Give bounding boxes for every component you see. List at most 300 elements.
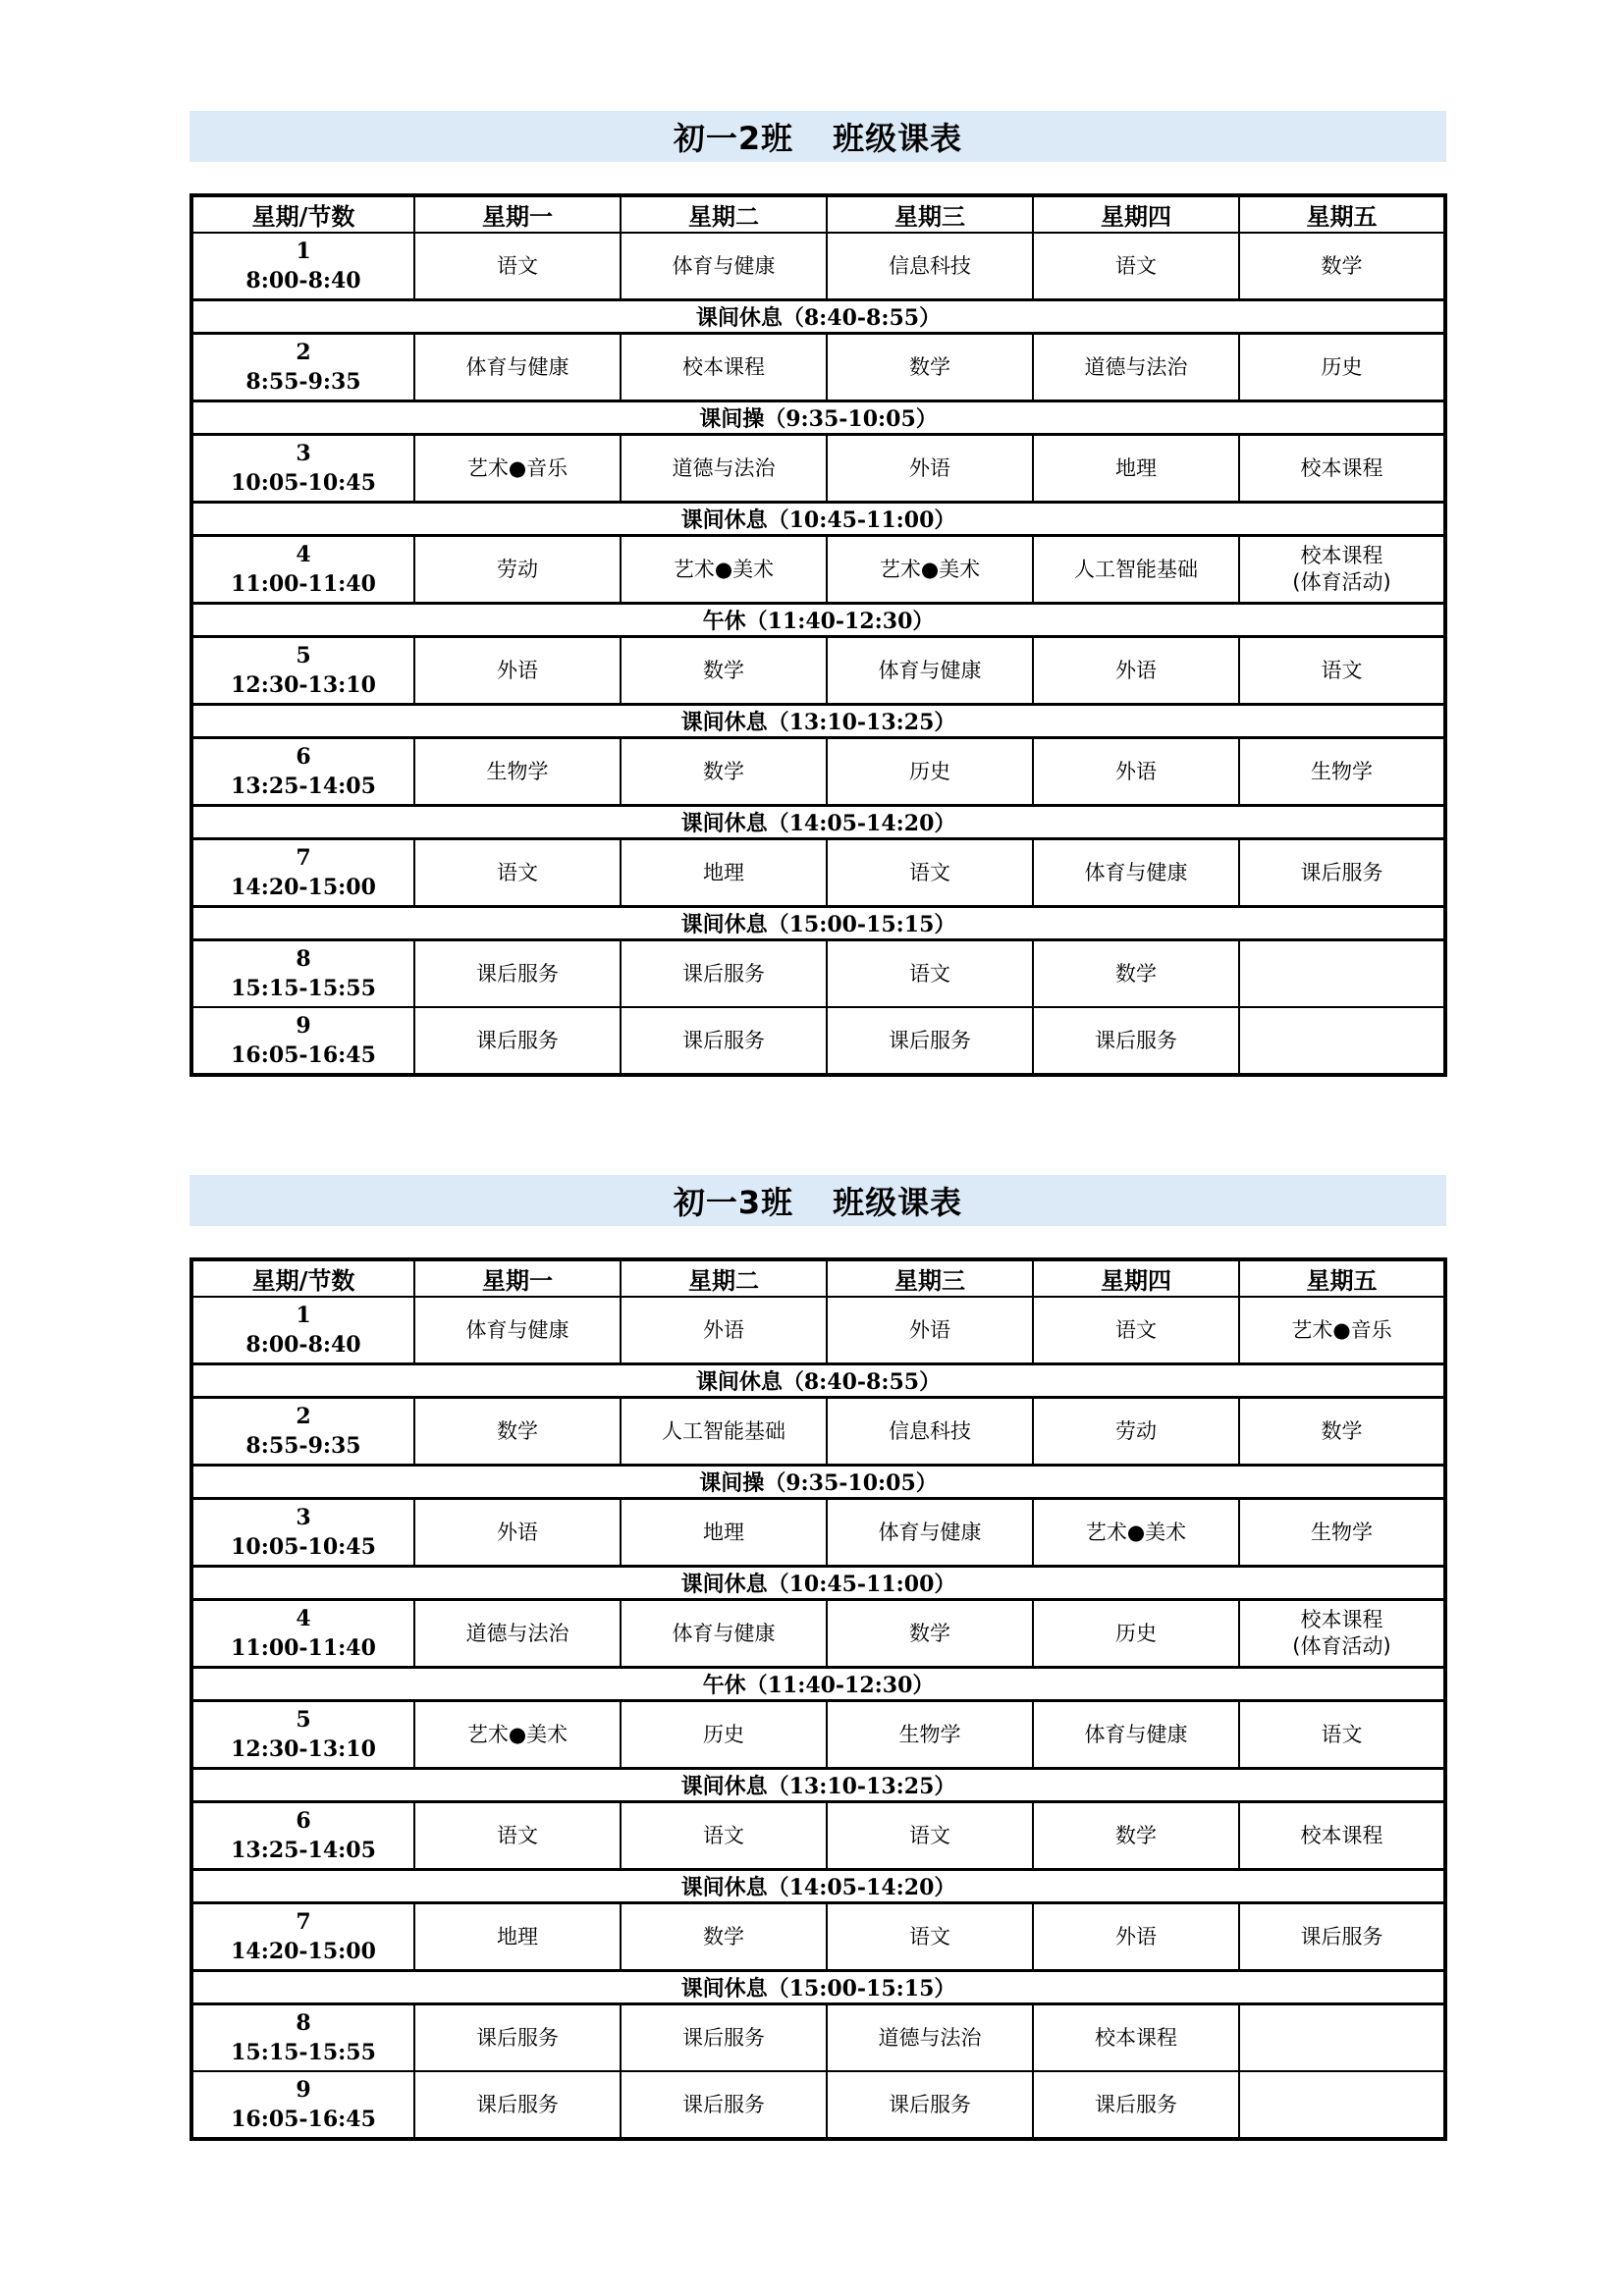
subject-name: 语文 <box>497 253 538 278</box>
header-cell-monday: 星期一 <box>414 195 621 233</box>
break-label: 课间休息（14:05-14:20） <box>191 1870 1445 1903</box>
break-row <box>191 1769 1445 1802</box>
period-time: 11:00-11:40 <box>231 571 376 597</box>
subject-name: 课后服务 <box>1300 1924 1383 1949</box>
period-row <box>191 334 1445 401</box>
subject-name: 道德与法治 <box>672 455 776 480</box>
timetable-grid <box>189 1257 1447 2141</box>
break-row <box>191 705 1445 738</box>
period-number: 9 <box>296 1013 311 1039</box>
subject-cell-monday <box>414 334 621 401</box>
period-number: 8 <box>296 2010 311 2036</box>
subject-cell-wednesday <box>827 2004 1033 2072</box>
period-cell <box>191 334 414 401</box>
subject-cell-tuesday <box>621 1701 827 1769</box>
subject-name: 数学 <box>703 1924 744 1949</box>
period-time: 13:25-14:05 <box>231 1838 376 1863</box>
period-row <box>191 1600 1445 1668</box>
period-row <box>191 233 1445 300</box>
timetable-block-class-3 <box>189 1175 1446 2141</box>
subject-cell-monday <box>414 1903 621 1971</box>
subject-name: 语文 <box>1115 1317 1157 1342</box>
subject-cell-monday <box>414 940 621 1008</box>
period-row <box>191 1701 1445 1769</box>
subject-name: 道德与法治 <box>465 1621 569 1645</box>
subject-name: 体育与健康 <box>465 354 569 379</box>
period-number: 6 <box>296 744 311 770</box>
subject-cell-wednesday <box>827 435 1033 503</box>
subject-name: 课后服务 <box>476 2092 559 2116</box>
break-row <box>191 1971 1445 2004</box>
subject-name: 劳动 <box>497 557 538 581</box>
subject-name: 体育与健康 <box>878 1520 982 1544</box>
subject-name: 校本课程 <box>1300 455 1383 480</box>
subject-name: 生物学 <box>486 759 549 783</box>
subject-name: 语文 <box>497 1823 538 1847</box>
subject-cell-friday <box>1239 738 1445 806</box>
subject-name: 语文 <box>1321 1722 1363 1746</box>
title-suffix: 班级课表 <box>833 120 963 157</box>
period-row <box>191 536 1445 604</box>
subject-name: 数学 <box>497 1418 538 1443</box>
break-label: 课间休息（14:05-14:20） <box>191 806 1445 839</box>
break-row <box>191 1668 1445 1701</box>
timetable-grid <box>189 193 1447 1077</box>
header-cell-friday: 星期五 <box>1239 1259 1445 1297</box>
period-time: 8:55-9:35 <box>245 369 361 395</box>
subject-name: 外语 <box>909 455 950 480</box>
period-row <box>191 2071 1445 2139</box>
subject-name: 课后服务 <box>889 2092 971 2116</box>
subject-cell-friday <box>1239 1499 1445 1567</box>
subject-name: 语文 <box>497 860 538 884</box>
subject-name: 语文 <box>909 1924 950 1949</box>
period-cell <box>191 1802 414 1870</box>
subject-name: 道德与法治 <box>1084 354 1188 379</box>
period-cell <box>191 839 414 907</box>
subject-cell-wednesday <box>827 839 1033 907</box>
period-cell <box>191 637 414 705</box>
subject-name: 外语 <box>703 1317 744 1342</box>
break-label: 课间休息（8:40-8:55） <box>191 1364 1445 1398</box>
subject-cell-thursday <box>1033 233 1239 300</box>
subject-cell-thursday <box>1033 1701 1239 1769</box>
subject-cell-wednesday <box>827 1297 1033 1364</box>
period-time: 15:15-15:55 <box>231 976 376 1001</box>
subject-name: 课后服务 <box>1095 1028 1177 1052</box>
subject-name: 地理 <box>703 1520 744 1544</box>
subject-name: 体育与健康 <box>465 1317 569 1342</box>
period-time: 16:05-16:45 <box>231 2107 376 2132</box>
subject-cell-thursday <box>1033 637 1239 705</box>
subject-cell-friday <box>1239 2071 1445 2139</box>
subject-name: 外语 <box>909 1317 950 1342</box>
subject-cell-monday <box>414 1802 621 1870</box>
subject-cell-monday <box>414 1398 621 1466</box>
subject-name: 体育与健康 <box>1084 1722 1188 1746</box>
subject-cell-wednesday <box>827 2071 1033 2139</box>
break-label: 课间休息（13:10-13:25） <box>191 1769 1445 1802</box>
title-class-name: 初一2班 <box>673 120 794 157</box>
subject-name: 信息科技 <box>889 1418 971 1443</box>
subject-cell-tuesday <box>621 839 827 907</box>
subject-cell-thursday <box>1033 839 1239 907</box>
period-time: 12:30-13:10 <box>231 672 376 698</box>
period-row <box>191 738 1445 806</box>
timetable-title <box>189 1175 1446 1226</box>
break-row <box>191 907 1445 940</box>
subject-cell-tuesday <box>621 738 827 806</box>
subject-cell-wednesday <box>827 1701 1033 1769</box>
period-row <box>191 2004 1445 2072</box>
subject-name: 课后服务 <box>682 1028 765 1052</box>
period-row <box>191 1007 1445 1075</box>
subject-cell-tuesday <box>621 1398 827 1466</box>
period-number: 4 <box>296 542 311 567</box>
header-cell-tuesday: 星期二 <box>621 195 827 233</box>
subject-cell-friday <box>1239 1802 1445 1870</box>
period-number: 1 <box>296 1303 311 1328</box>
period-number: 3 <box>296 1505 311 1530</box>
subject-name: 外语 <box>1115 658 1157 682</box>
subject-cell-wednesday <box>827 738 1033 806</box>
subject-name: 体育与健康 <box>672 1621 776 1645</box>
header-row <box>191 1259 1445 1297</box>
subject-cell-wednesday <box>827 1600 1033 1668</box>
subject-cell-thursday <box>1033 1903 1239 1971</box>
subject-name: 地理 <box>1115 455 1157 480</box>
subject-cell-monday <box>414 536 621 604</box>
subject-cell-wednesday <box>827 1903 1033 1971</box>
period-time: 14:20-15:00 <box>231 875 376 900</box>
subject-cell-thursday <box>1033 435 1239 503</box>
period-number: 4 <box>296 1606 311 1631</box>
subject-name: 历史 <box>909 759 950 783</box>
period-time: 14:20-15:00 <box>231 1939 376 1964</box>
subject-cell-thursday <box>1033 2071 1239 2139</box>
break-row <box>191 300 1445 334</box>
subject-name: (体育活动) <box>1292 1634 1391 1658</box>
subject-cell-friday <box>1239 536 1445 604</box>
period-time: 12:30-13:10 <box>231 1736 376 1762</box>
subject-name: 艺术●美术 <box>673 557 775 581</box>
subject-cell-monday <box>414 1499 621 1567</box>
subject-cell-friday <box>1239 1903 1445 1971</box>
subject-cell-friday <box>1239 435 1445 503</box>
break-row <box>191 401 1445 435</box>
subject-cell-wednesday <box>827 334 1033 401</box>
subject-cell-monday <box>414 1600 621 1668</box>
break-row <box>191 1870 1445 1903</box>
header-cell-thursday: 星期四 <box>1033 195 1239 233</box>
subject-name: 课后服务 <box>476 961 559 986</box>
break-label: 课间休息（10:45-11:00） <box>191 1567 1445 1600</box>
subject-cell-thursday <box>1033 1802 1239 1870</box>
period-row <box>191 1903 1445 1971</box>
subject-cell-thursday <box>1033 1499 1239 1567</box>
period-cell <box>191 1398 414 1466</box>
header-cell-period: 星期/节数 <box>191 195 414 233</box>
subject-name: 地理 <box>497 1924 538 1949</box>
subject-name: 校本课程 <box>682 354 765 379</box>
subject-name: 语文 <box>909 1823 950 1847</box>
subject-name: 课后服务 <box>682 2092 765 2116</box>
period-number: 5 <box>296 1707 311 1733</box>
break-row <box>191 806 1445 839</box>
subject-name: 语文 <box>909 961 950 986</box>
period-number: 6 <box>296 1808 311 1834</box>
subject-name: 数学 <box>1115 961 1157 986</box>
period-cell <box>191 2071 414 2139</box>
subject-cell-friday <box>1239 2004 1445 2072</box>
period-cell <box>191 1600 414 1668</box>
subject-name: 历史 <box>703 1722 744 1746</box>
subject-cell-tuesday <box>621 1802 827 1870</box>
subject-name: 生物学 <box>1311 1520 1373 1544</box>
subject-name: 艺术●音乐 <box>1291 1317 1392 1342</box>
break-label: 课间休息（13:10-13:25） <box>191 705 1445 738</box>
period-number: 7 <box>296 1909 311 1935</box>
subject-name: 外语 <box>1115 1924 1157 1949</box>
header-cell-wednesday: 星期三 <box>827 195 1033 233</box>
subject-cell-friday <box>1239 1398 1445 1466</box>
subject-cell-tuesday <box>621 2004 827 2072</box>
subject-cell-thursday <box>1033 1007 1239 1075</box>
period-time: 15:15-15:55 <box>231 2040 376 2065</box>
period-time: 13:25-14:05 <box>231 774 376 799</box>
subject-cell-monday <box>414 839 621 907</box>
subject-cell-friday <box>1239 940 1445 1008</box>
period-cell <box>191 435 414 503</box>
subject-name: 艺术●美术 <box>879 557 981 581</box>
break-row <box>191 1567 1445 1600</box>
period-time: 8:00-8:40 <box>245 1332 361 1358</box>
subject-name: 语文 <box>1321 658 1363 682</box>
subject-name: 课后服务 <box>682 961 765 986</box>
timetable-body <box>191 233 1445 1075</box>
period-cell <box>191 1007 414 1075</box>
subject-cell-monday <box>414 738 621 806</box>
period-cell <box>191 233 414 300</box>
subject-cell-wednesday <box>827 637 1033 705</box>
subject-name: 生物学 <box>1311 759 1373 783</box>
subject-cell-tuesday <box>621 1600 827 1668</box>
period-row <box>191 1398 1445 1466</box>
subject-cell-thursday <box>1033 940 1239 1008</box>
subject-name: 体育与健康 <box>672 253 776 278</box>
subject-name: 外语 <box>1115 759 1157 783</box>
break-label: 课间休息（8:40-8:55） <box>191 300 1445 334</box>
period-cell <box>191 536 414 604</box>
subject-cell-monday <box>414 233 621 300</box>
subject-name: 校本课程 <box>1300 1608 1383 1631</box>
period-cell <box>191 1499 414 1567</box>
subject-cell-monday <box>414 1297 621 1364</box>
subject-cell-tuesday <box>621 536 827 604</box>
period-row <box>191 1802 1445 1870</box>
subject-cell-wednesday <box>827 1802 1033 1870</box>
subject-name: 校本课程 <box>1300 1823 1383 1847</box>
period-number: 7 <box>296 845 311 871</box>
subject-name: 外语 <box>497 658 538 682</box>
period-time: 10:05-10:45 <box>231 1534 376 1560</box>
break-label: 课间操（9:35-10:05） <box>191 401 1445 435</box>
subject-cell-thursday <box>1033 1398 1239 1466</box>
period-number: 8 <box>296 946 311 972</box>
period-time: 11:00-11:40 <box>231 1635 376 1661</box>
subject-name: 课后服务 <box>1300 860 1383 884</box>
subject-cell-thursday <box>1033 2004 1239 2072</box>
subject-cell-tuesday <box>621 1903 827 1971</box>
subject-cell-monday <box>414 435 621 503</box>
subject-cell-thursday <box>1033 334 1239 401</box>
period-number: 5 <box>296 643 311 668</box>
subject-cell-thursday <box>1033 738 1239 806</box>
period-row <box>191 940 1445 1008</box>
subject-cell-tuesday <box>621 2071 827 2139</box>
subject-name: 语文 <box>1115 253 1157 278</box>
period-row <box>191 1499 1445 1567</box>
subject-cell-tuesday <box>621 435 827 503</box>
subject-name: 外语 <box>497 1520 538 1544</box>
subject-cell-friday <box>1239 1007 1445 1075</box>
break-row <box>191 1466 1445 1499</box>
period-cell <box>191 1903 414 1971</box>
subject-cell-friday <box>1239 1297 1445 1364</box>
subject-name: 信息科技 <box>889 253 971 278</box>
timetable-title <box>189 111 1446 162</box>
subject-cell-tuesday <box>621 1007 827 1075</box>
subject-cell-wednesday <box>827 1007 1033 1075</box>
break-row <box>191 503 1445 536</box>
subject-cell-monday <box>414 2004 621 2072</box>
subject-name: 艺术●美术 <box>1085 1520 1187 1544</box>
subject-name: 课后服务 <box>1095 2092 1177 2116</box>
break-label: 课间休息（15:00-15:15） <box>191 907 1445 940</box>
break-label: 课间休息（10:45-11:00） <box>191 503 1445 536</box>
period-time: 10:05-10:45 <box>231 470 376 496</box>
header-cell-period: 星期/节数 <box>191 1259 414 1297</box>
break-label: 午休（11:40-12:30） <box>191 604 1445 637</box>
subject-cell-friday <box>1239 839 1445 907</box>
period-time: 16:05-16:45 <box>231 1042 376 1068</box>
header-cell-thursday: 星期四 <box>1033 1259 1239 1297</box>
subject-cell-tuesday <box>621 1297 827 1364</box>
subject-cell-monday <box>414 2071 621 2139</box>
subject-cell-wednesday <box>827 233 1033 300</box>
period-time: 8:55-9:35 <box>245 1433 361 1459</box>
subject-cell-thursday <box>1033 536 1239 604</box>
period-number: 2 <box>296 1404 311 1429</box>
break-row <box>191 604 1445 637</box>
header-cell-wednesday: 星期三 <box>827 1259 1033 1297</box>
subject-name: 课后服务 <box>476 1028 559 1052</box>
header-cell-monday: 星期一 <box>414 1259 621 1297</box>
period-cell <box>191 738 414 806</box>
subject-name: 数学 <box>909 1621 950 1645</box>
subject-name: 数学 <box>703 759 744 783</box>
header-cell-tuesday: 星期二 <box>621 1259 827 1297</box>
subject-name: 人工智能基础 <box>662 1418 785 1443</box>
subject-name: 数学 <box>1115 1823 1157 1847</box>
subject-name: 课后服务 <box>682 2025 765 2050</box>
subject-cell-monday <box>414 1007 621 1075</box>
title-class-name: 初一3班 <box>673 1184 794 1221</box>
subject-cell-monday <box>414 1701 621 1769</box>
subject-name: 劳动 <box>1115 1418 1157 1443</box>
header-row <box>191 195 1445 233</box>
period-number: 9 <box>296 2077 311 2103</box>
subject-name: 人工智能基础 <box>1074 557 1198 581</box>
header-cell-friday: 星期五 <box>1239 195 1445 233</box>
subject-name: 道德与法治 <box>878 2025 982 2050</box>
break-row <box>191 1364 1445 1398</box>
subject-cell-thursday <box>1033 1297 1239 1364</box>
period-number: 3 <box>296 441 311 466</box>
subject-name: 艺术●音乐 <box>466 455 568 480</box>
subject-name: 数学 <box>1321 253 1363 278</box>
subject-name: 数学 <box>703 658 744 682</box>
period-number: 1 <box>296 239 311 264</box>
subject-name: 历史 <box>1321 354 1363 379</box>
period-time: 8:00-8:40 <box>245 268 361 294</box>
subject-cell-tuesday <box>621 334 827 401</box>
subject-cell-tuesday <box>621 637 827 705</box>
period-cell <box>191 1701 414 1769</box>
subject-name: 校本课程 <box>1095 2025 1177 2050</box>
period-row <box>191 637 1445 705</box>
subject-cell-friday <box>1239 233 1445 300</box>
subject-name: 数学 <box>909 354 950 379</box>
subject-name: 校本课程 <box>1300 544 1383 567</box>
subject-name: 课后服务 <box>889 1028 971 1052</box>
subject-cell-wednesday <box>827 940 1033 1008</box>
subject-cell-wednesday <box>827 1398 1033 1466</box>
subject-name: 体育与健康 <box>1084 860 1188 884</box>
break-label: 午休（11:40-12:30） <box>191 1668 1445 1701</box>
timetable-block-class-2 <box>189 111 1446 1077</box>
break-label: 课间休息（15:00-15:15） <box>191 1971 1445 2004</box>
subject-cell-wednesday <box>827 536 1033 604</box>
subject-name: 语文 <box>703 1823 744 1847</box>
subject-name: 语文 <box>909 860 950 884</box>
subject-cell-friday <box>1239 1600 1445 1668</box>
subject-name: 课后服务 <box>476 2025 559 2050</box>
subject-cell-friday <box>1239 637 1445 705</box>
period-number: 2 <box>296 340 311 365</box>
subject-name: (体育活动) <box>1292 570 1391 594</box>
period-cell <box>191 940 414 1008</box>
subject-cell-tuesday <box>621 940 827 1008</box>
subject-name: 体育与健康 <box>878 658 982 682</box>
subject-name: 数学 <box>1321 1418 1363 1443</box>
subject-name: 生物学 <box>898 1722 961 1746</box>
period-row <box>191 1297 1445 1364</box>
subject-cell-wednesday <box>827 1499 1033 1567</box>
subject-name: 地理 <box>703 860 744 884</box>
subject-cell-friday <box>1239 1701 1445 1769</box>
subject-cell-tuesday <box>621 233 827 300</box>
subject-name: 艺术●美术 <box>466 1722 568 1746</box>
period-row <box>191 435 1445 503</box>
subject-cell-thursday <box>1033 1600 1239 1668</box>
break-label: 课间操（9:35-10:05） <box>191 1466 1445 1499</box>
period-row <box>191 839 1445 907</box>
timetable-body <box>191 1297 1445 2139</box>
period-cell <box>191 1297 414 1364</box>
title-suffix: 班级课表 <box>833 1184 963 1221</box>
subject-cell-friday <box>1239 334 1445 401</box>
